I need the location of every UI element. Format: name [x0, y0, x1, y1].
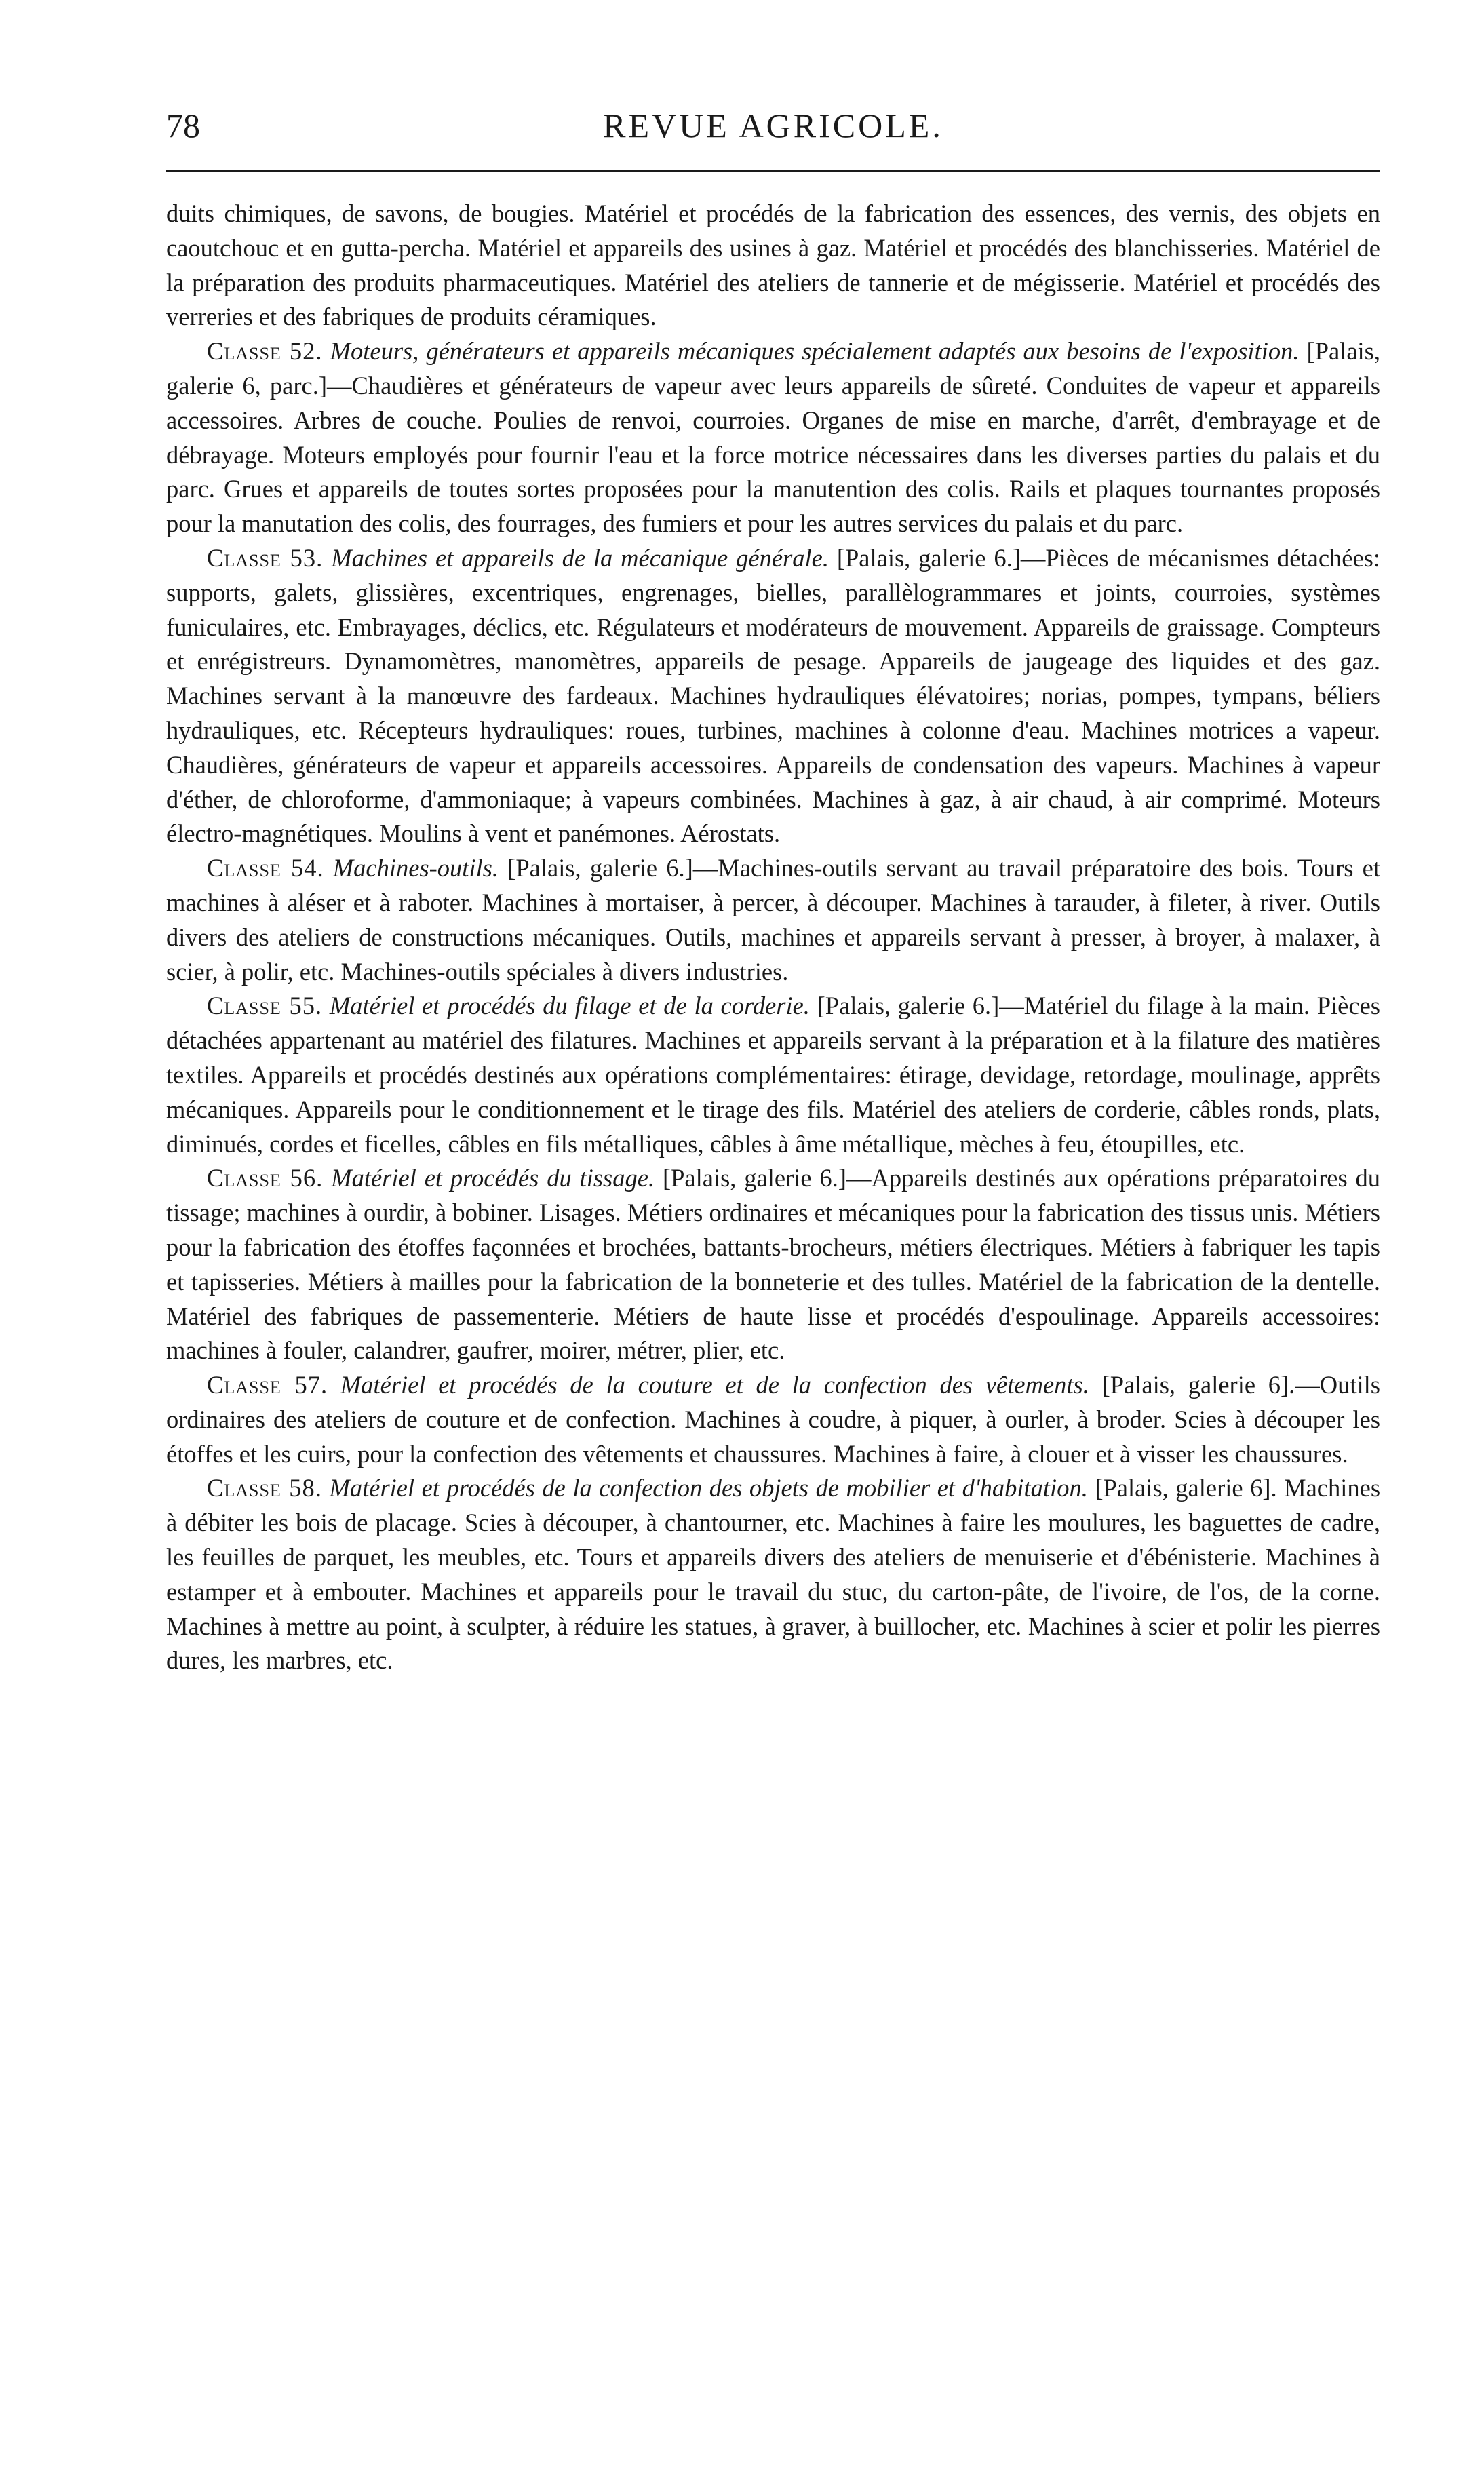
- paragraph-classe-58: [166, 1471, 1380, 1678]
- classe-label: Classe 55.: [207, 992, 323, 1020]
- paragraph-continuation: [166, 197, 1380, 334]
- header-rule: [166, 170, 1380, 172]
- paragraph-classe-57: [166, 1368, 1380, 1471]
- classe-label: Classe 52.: [207, 337, 323, 366]
- paragraph-classe-53: [166, 541, 1380, 851]
- classe-title: Machines-outils.: [332, 854, 499, 882]
- classe-title: Matériel et procédés du tissage.: [331, 1164, 655, 1192]
- classe-label: Classe 54.: [207, 854, 324, 882]
- page-number: 78: [166, 106, 200, 144]
- paragraph-classe-52: [166, 334, 1380, 541]
- paragraph-classe-56: [166, 1161, 1380, 1368]
- body-text: [166, 197, 1380, 1678]
- paragraph-text: [Palais, galerie 6.]—Pièces de mécanismes détachées: supports, galets, glissières, excentriques, engrenages, bielles, parallèlogrammares et joints, courroies, systèmes funiculaires, etc. Embrayages, déclics, etc. Régulateurs et modérateurs de mouvement. Appareils de graissage. Compteurs et enrégistreurs. Dynamomètres, manomètres, appareils de pesage. Appareils de jaugeage des liquides et des gaz. Machines servant à la manœuvre des fardeaux. Machines hydrauliques élévatoires; norias, pompes, tympans, béliers hydrauliques, etc. Récepteurs hydrauliques: roues, turbines, machines à colonne d'eau. Machines motrices a vapeur. Chaudières, générateurs de vapeur et appareils accessoires. Appareils de condensation des vapeurs. Machines à vapeur d'éther, de chloroforme, d'ammoniaque; à vapeurs combinées. Machines à gaz, à air chaud, à air comprimé. Moteurs électro-magnétiques. Moulins à vent et panémones. Aérostats.: [166, 543, 1381, 848]
- classe-title: Machines et appareils de la mécanique générale.: [331, 543, 829, 572]
- paragraph-text: [Palais, galerie 6.]—Matériel du filage à la main. Pièces détachées appartenant au matériel des filatures. Machines et appareils servant à la préparation et à la filature des matières textiles. Appareils et procédés destinés aux opérations complémentaires: étirage, devidage, retordage, moulinage, apprêts mécaniques. Appareils pour le conditionnement et le tirage des fils. Matériel des ateliers de corderie, câbles ronds, plats, diminués, cordes et ficelles, câbles en fils métalliques, câbles à âme métallique, mèches à feu, étoupilles, etc.: [166, 992, 1380, 1158]
- paragraph-classe-54: [166, 851, 1380, 989]
- classe-label: Classe 56.: [207, 1164, 324, 1192]
- classe-title: Matériel et procédés du filage et de la corderie.: [329, 992, 810, 1020]
- paragraph-text: [Palais, galerie 6]. Machines à débiter les bois de placage. Scies à découper, à chantourner, etc. Machines à faire les moulures, les baguettes de cadre, les feuilles de parquet, les meubles, etc. Tours et appareils divers des ateliers de menuiserie et d'ébénisterie. Machines à estamper et à embouter. Machines et appareils pour le travail du stuc, du carton-pâte, de l'ivoire, de l'os, de la corne. Machines à mettre au point, à sculpter, à réduire les statues, à graver, à buillocher, etc. Machines à scier et polir les pierres dures, les marbres, etc.: [166, 1474, 1381, 1675]
- classe-label: Classe 58.: [207, 1474, 322, 1502]
- paragraph-text: [Palais, galerie 6].—Outils ordinaires des ateliers de couture et de confection. Machines à coudre, à piquer, à ourler, à broder. Scies à découper les étoffes et les cuirs, pour la confection des vêtements et chaussures. Machines à faire, à clouer et à visser les chaussures.: [166, 1371, 1381, 1468]
- classe-title: Matériel et procédés de la confection des objets de mobilier et d'habitation.: [329, 1474, 1088, 1502]
- classe-title: Matériel et procédés de la couture et de la confection des vêtements.: [340, 1371, 1089, 1399]
- running-title: REVUE AGRICOLE.: [603, 106, 943, 144]
- classe-label: Classe 57.: [207, 1371, 328, 1399]
- paragraph-classe-55: [166, 989, 1380, 1161]
- paragraph-text: [Palais, galerie 6.]—Appareils destinés aux opérations préparatoires du tissage; machines à ourdir, à bobiner. Lisages. Métiers ordinaires et mécaniques pour la fabrication des tissus unis. Métiers pour la fabrication des étoffes façonnées et brochées, battants-brocheurs, métiers électriques. Métiers à fabriquer les tapis et tapisseries. Métiers à mailles pour la fabrication de la bonneterie et des tulles. Matériel de la fabrication de la dentelle. Matériel des fabriques de passementerie. Métiers de haute lisse et procédés d'espoulinage. Appareils accessoires: machines à fouler, calandrer, gaufrer, moirer, métrer, plier, etc.: [166, 1164, 1381, 1365]
- classe-label: Classe 53.: [207, 543, 324, 572]
- classe-title: Moteurs, générateurs et appareils mécaniques spécialement adaptés aux besoins de l'exposition.: [330, 337, 1300, 366]
- paragraph-text: duits chimiques, de savons, de bougies. Matériel et procédés de la fabrication des essences, des vernis, des objets en caoutchouc et en gutta-percha. Matériel et appareils des usines à gaz. Matériel et procédés des blanchisseries. Matériel de la préparation des produits pharmaceutiques. Matériel des ateliers de tannerie et de mégisserie. Matériel et procédés des verreries et des fabriques de produits céramiques.: [166, 199, 1380, 331]
- page-header: [166, 102, 1380, 149]
- paragraph-text: [Palais, galerie 6, parc.]—Chaudières et générateurs de vapeur avec leurs appareils de sûreté. Conduites de vapeur et appareils accessoires. Arbres de couche. Poulies de renvoi, courroies. Organes de mise en marche, d'arrêt, d'embrayage et de débrayage. Moteurs employés pour fournir l'eau et la force motrice nécessaires dans les diverses parties du palais et du parc. Grues et appareils de toutes sortes proposées pour la manutention des colis. Rails et plaques tournantes proposés pour la manutation des colis, des fourrages, des fumiers et pour les autres services du palais et du parc.: [166, 337, 1381, 538]
- paragraph-text: [Palais, galerie 6.]—Machines-outils servant au travail préparatoire des bois. Tours et machines à aléser et à raboter. Machines à mortaiser, à percer, à découper. Machines à tarauder, à fileter, à river. Outils divers des ateliers de constructions mécaniques. Outils, machines et appareils servant à presser, à broyer, à malaxer, à scier, à polir, etc. Machines-outils spéciales à divers industries.: [166, 854, 1381, 986]
